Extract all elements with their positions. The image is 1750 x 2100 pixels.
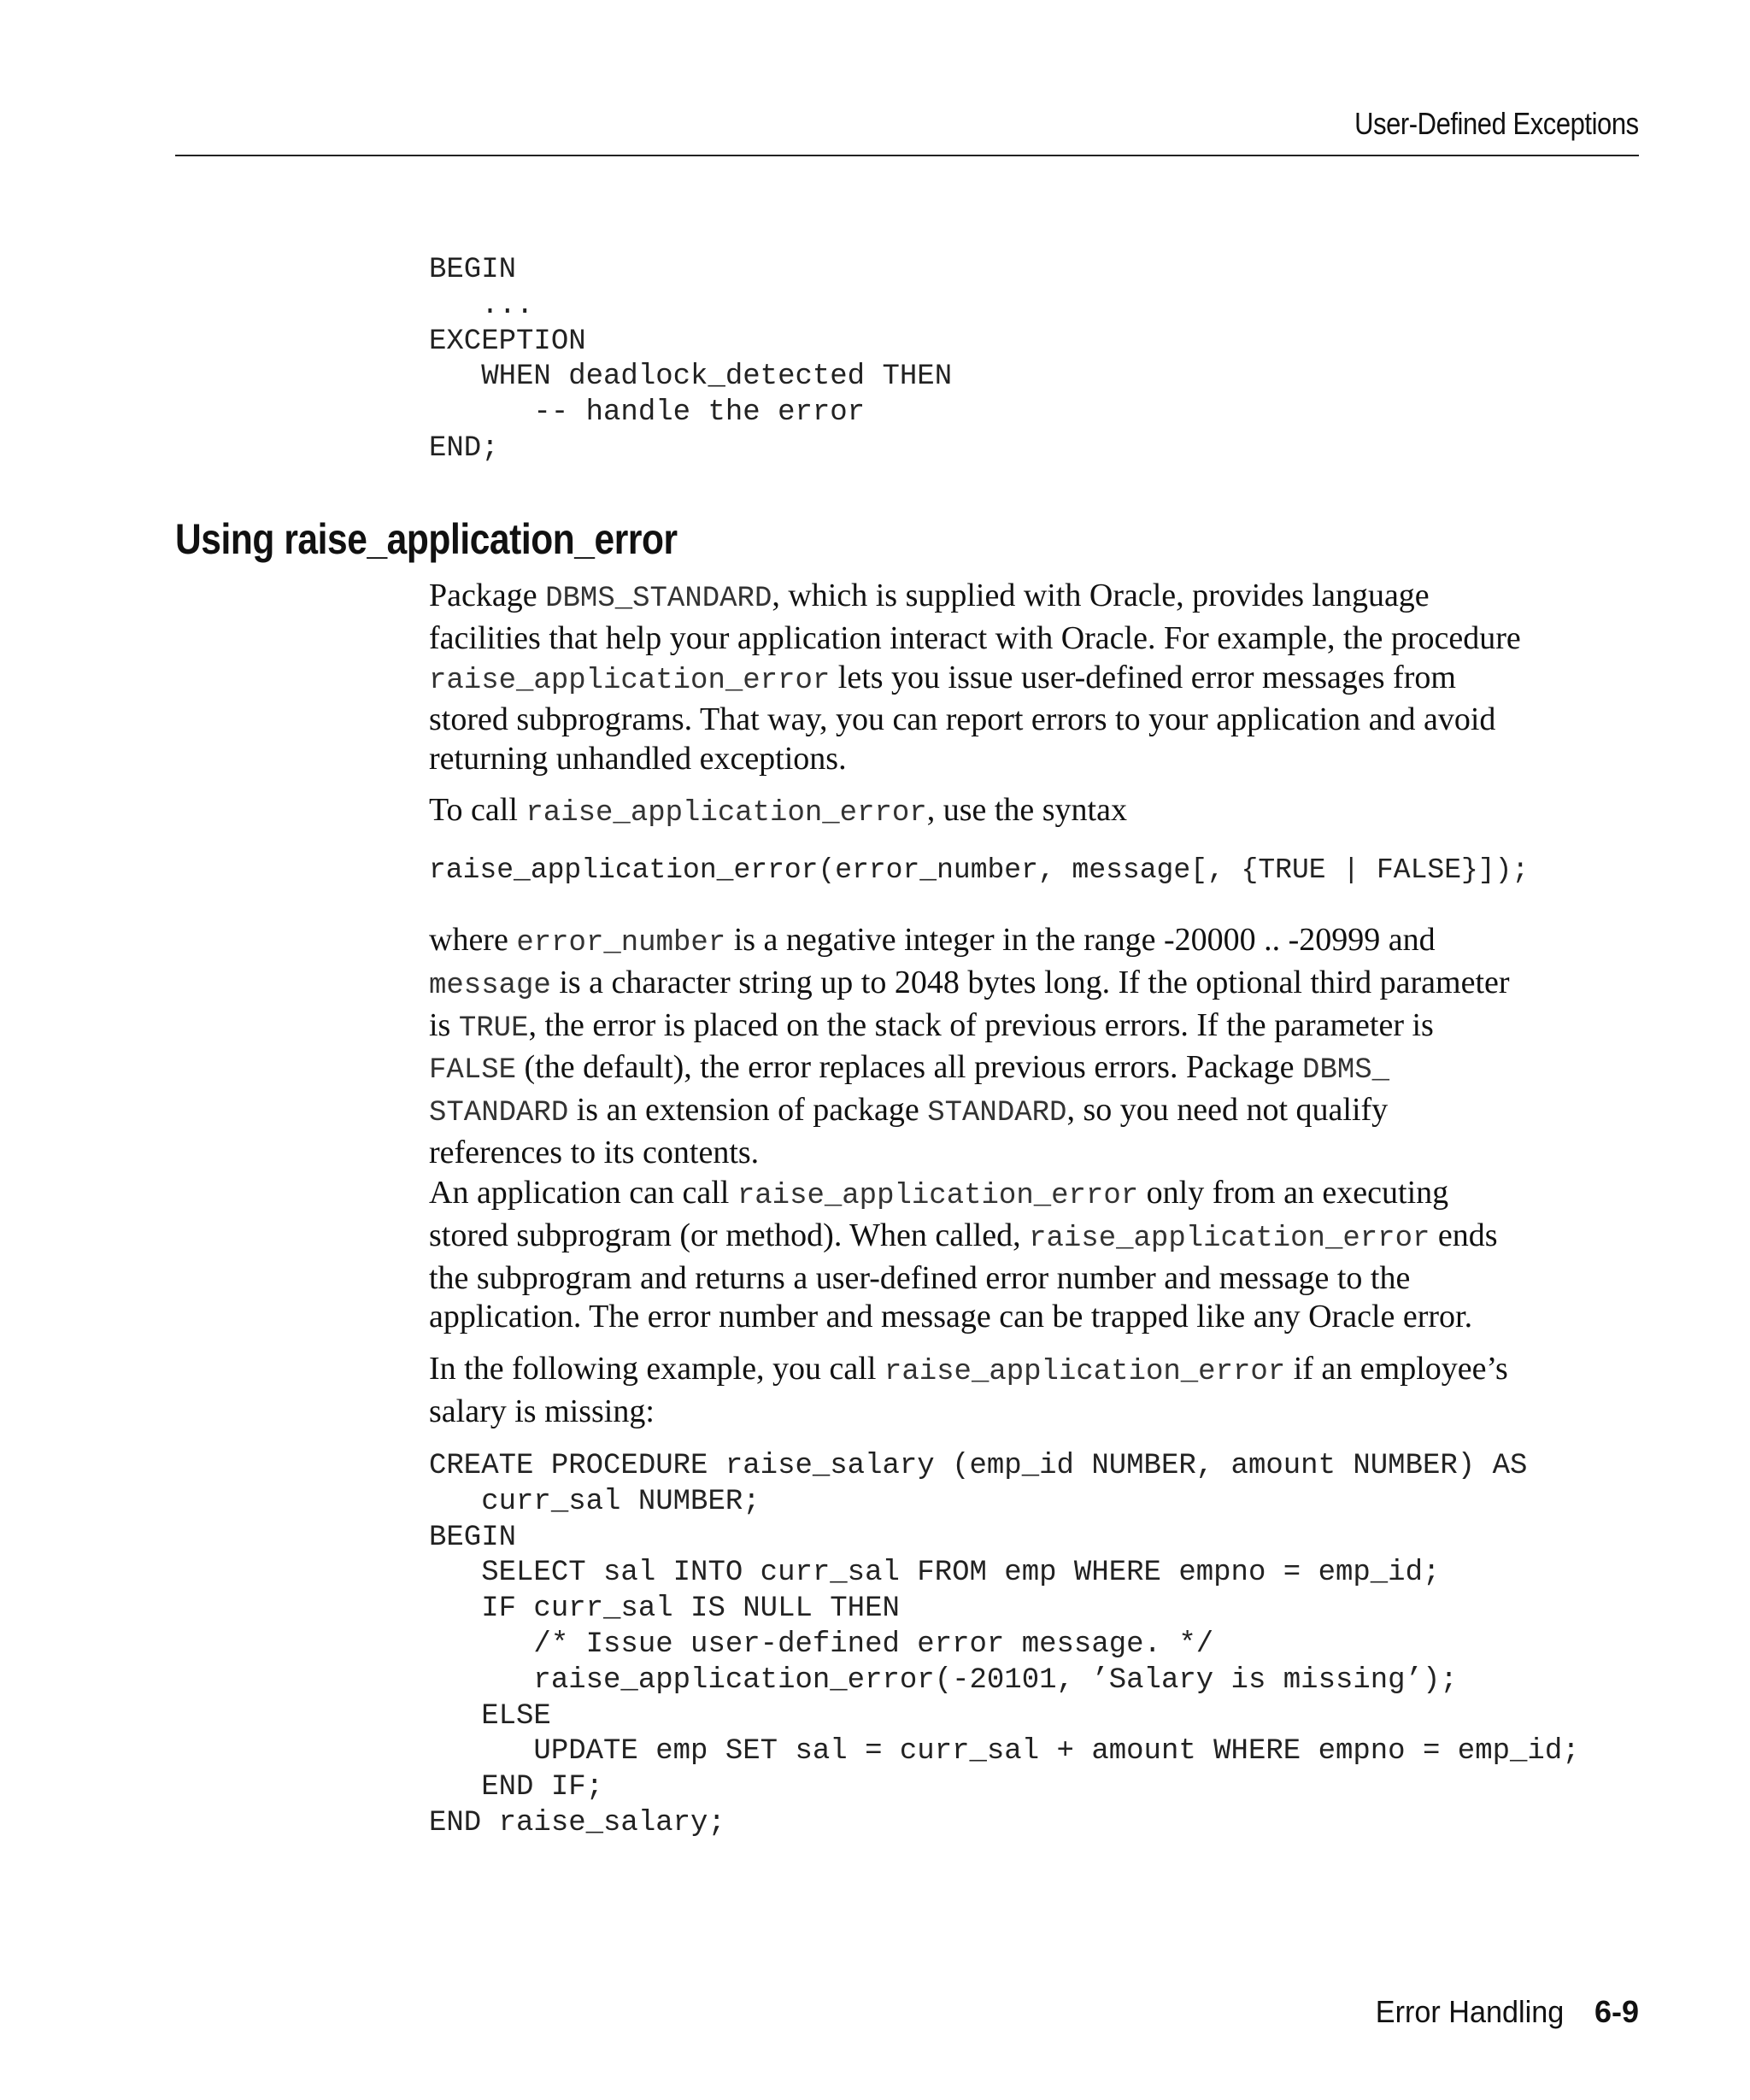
footer-chapter-title: Error Handling bbox=[1375, 1994, 1565, 2029]
page-number: 6-9 bbox=[1594, 1994, 1639, 2029]
paragraph-call-syntax: To call raise_application_error, use the syntax bbox=[429, 792, 1127, 830]
code-line: curr_sal NUMBER; bbox=[429, 1485, 760, 1518]
header-rule bbox=[175, 155, 1639, 156]
code-line: WHEN deadlock_detected THEN bbox=[429, 361, 953, 394]
code-line: BEGIN bbox=[429, 1521, 517, 1554]
code-line: ... bbox=[429, 289, 534, 322]
paragraph-parameters: where error_number is a negative integer in the range -20000 .. -20999 and message is a character string up to 2048 bytes long. If the optional third parameter is TRUE, the error is placed on the stack of previous errors. If the parameter is FALSE (the default), the error replaces all previous errors. Package DBMS_ STANDARD is an extension of package STANDARD, so you need not qualify references to its contents. bbox=[429, 922, 1510, 1170]
code-block-raise-salary bbox=[429, 1449, 1580, 1842]
section-heading: Using raise_application_error bbox=[175, 515, 678, 563]
syntax-line: raise_application_error(error_number, message[, {TRUE | FALSE}]); bbox=[429, 854, 1530, 886]
code-line: /* Issue user-defined error message. */ bbox=[429, 1628, 1214, 1661]
code-line: CREATE PROCEDURE raise_salary (emp_id NUMBER, amount NUMBER) AS bbox=[429, 1450, 1528, 1482]
code-line: EXCEPTION bbox=[429, 325, 586, 358]
code-line: IF curr_sal IS NULL THEN bbox=[429, 1593, 900, 1626]
paragraph-usage: An application can call raise_application_error only from an executing stored subprogram (or method). When called, raise_application_error ends the subprogram and returns a user-defined error number and message to the application. The error number and message can be trapped like any Oracle error. bbox=[429, 1175, 1498, 1335]
code-line: END; bbox=[429, 431, 499, 465]
code-line: UPDATE emp SET sal = curr_sal + amount WHERE empno = emp_id; bbox=[429, 1735, 1580, 1769]
code-line: BEGIN bbox=[429, 254, 517, 286]
code-line: END raise_salary; bbox=[429, 1806, 725, 1839]
page-footer bbox=[1371, 1994, 1639, 2030]
paragraph-intro: Package DBMS_STANDARD, which is supplied with Oracle, provides language facilities that help your application interact with Oracle. For example, the procedure raise_application_error lets you issue user-defined error messages from stored subprograms. That way, you can report errors to your application and avoid returning unhandled exceptions. bbox=[429, 578, 1521, 777]
code-line: raise_application_error(-20101, ’Salary is missing’); bbox=[429, 1663, 1458, 1697]
code-line: SELECT sal INTO curr_sal FROM emp WHERE empno = emp_id; bbox=[429, 1557, 1441, 1590]
paragraph-example-intro: In the following example, you call raise_application_error if an employee’s salary is missing: bbox=[429, 1351, 1508, 1429]
code-line: ELSE bbox=[429, 1699, 551, 1733]
code-line: END IF; bbox=[429, 1771, 604, 1804]
running-header: User-Defined Exceptions bbox=[1354, 106, 1639, 141]
code-line: -- handle the error bbox=[429, 396, 866, 430]
code-block-exception-handler bbox=[429, 253, 952, 467]
